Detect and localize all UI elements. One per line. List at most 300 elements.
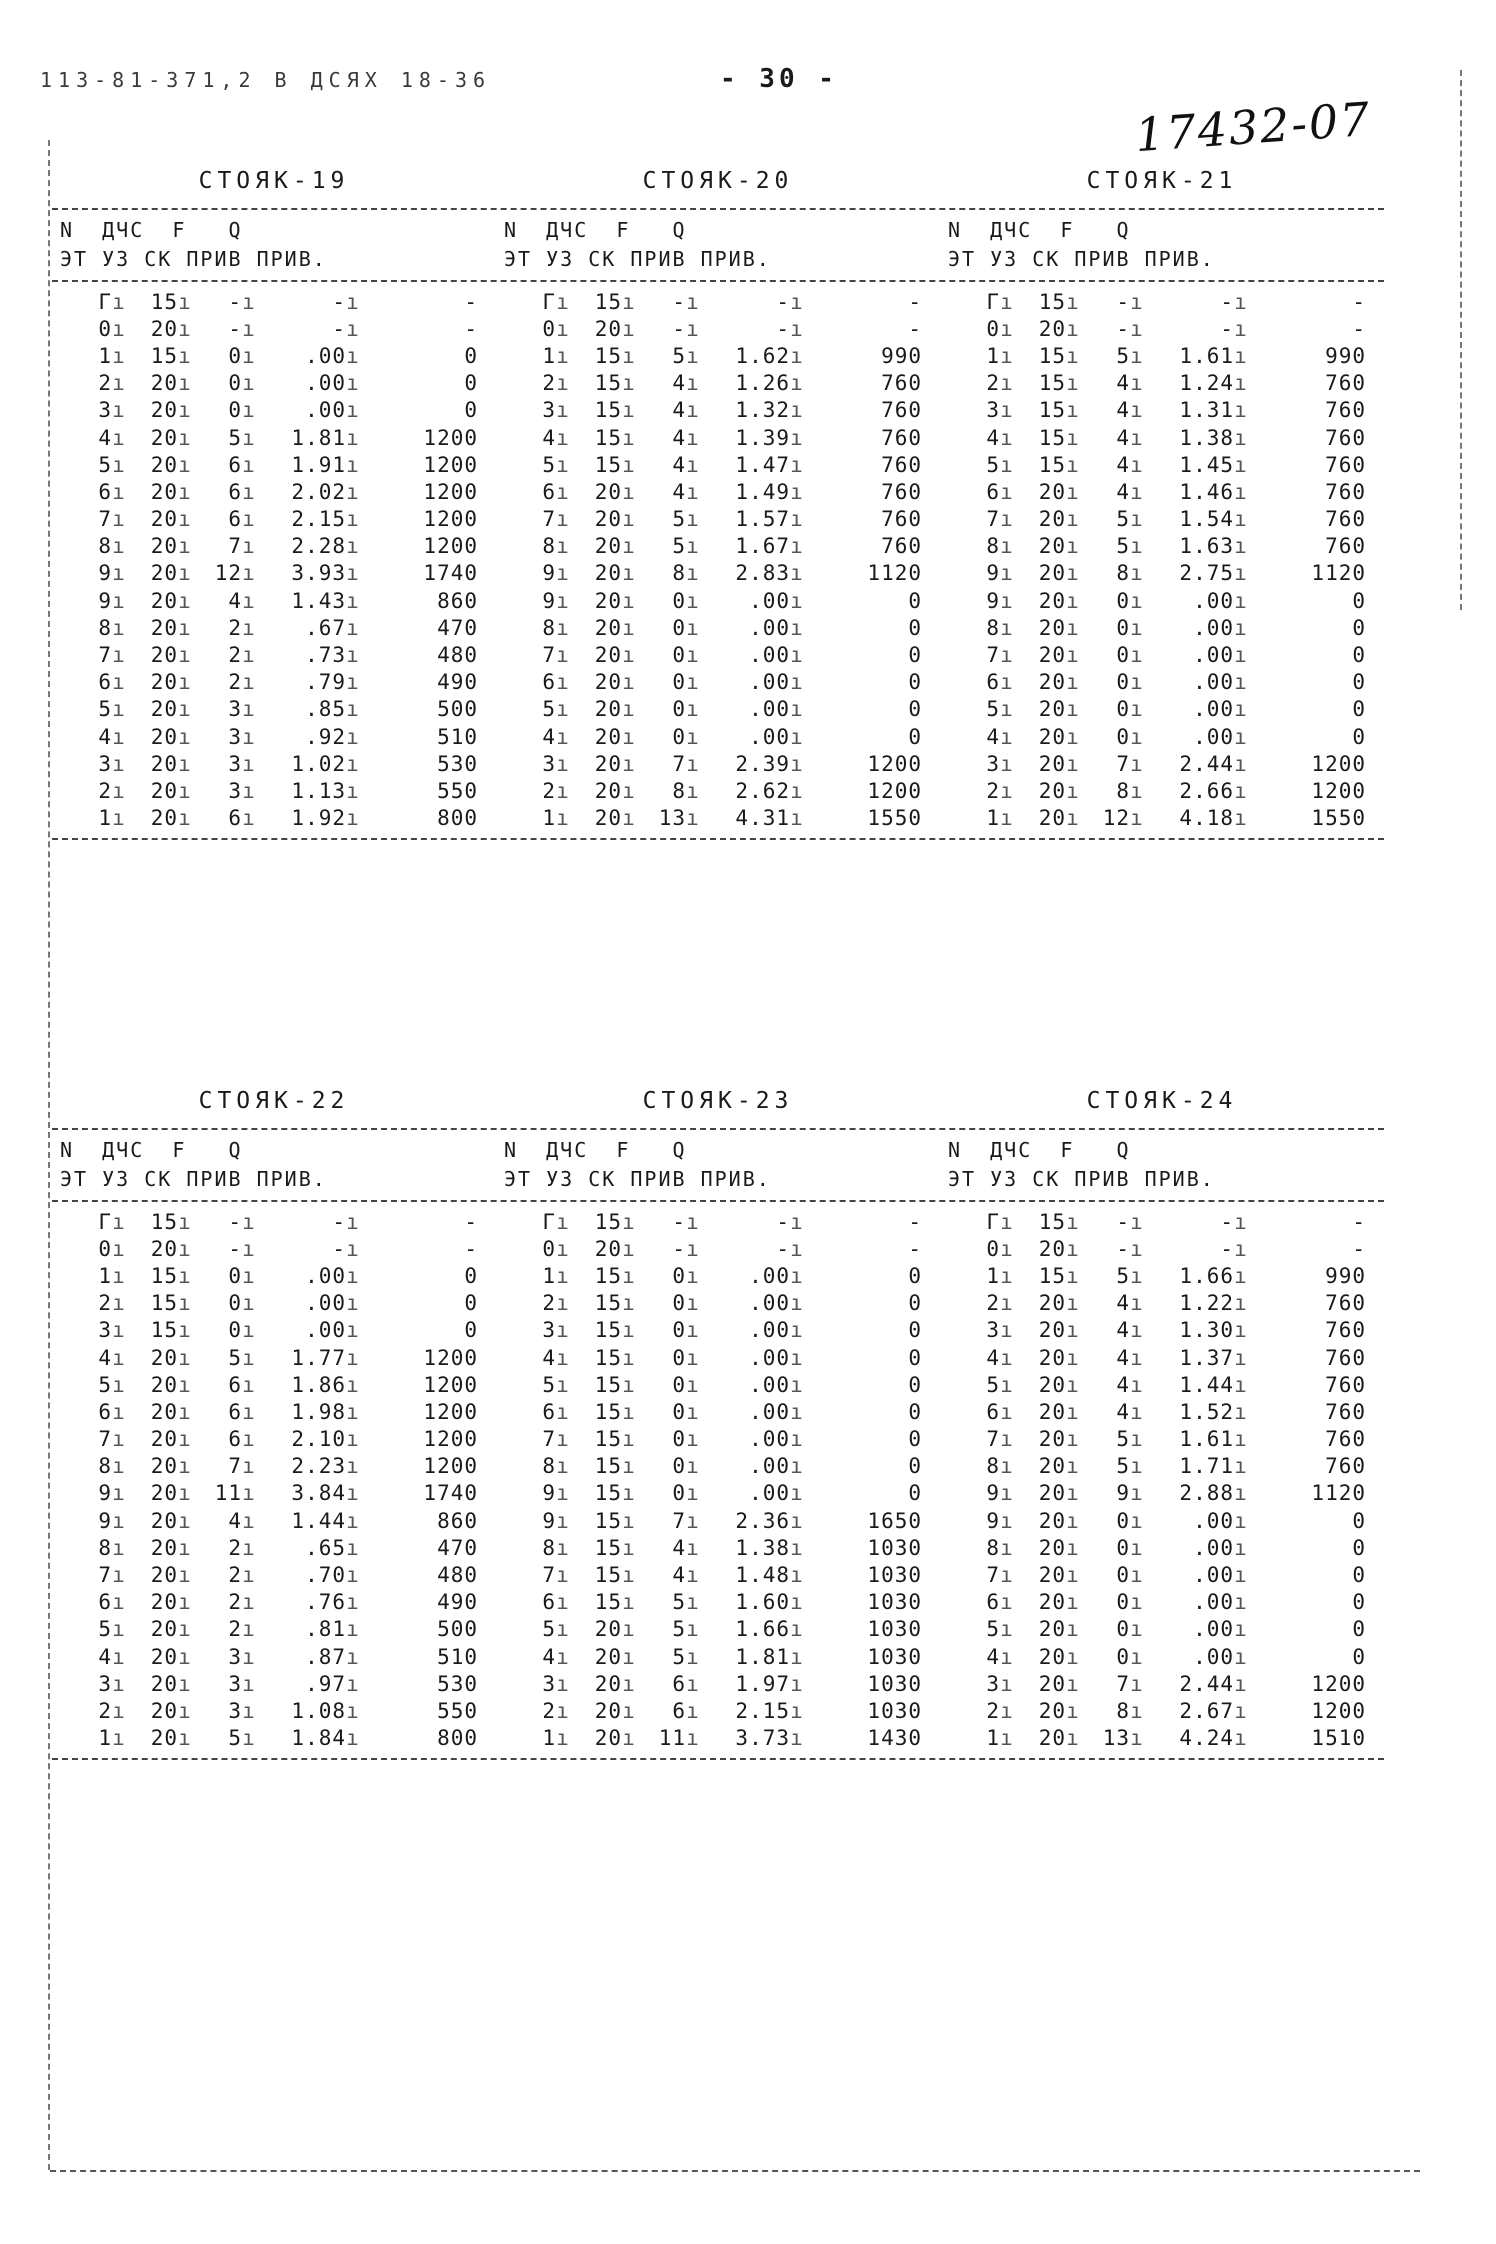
cell-separator: ı [1234, 452, 1248, 477]
diameter-cell: 15 [1038, 1209, 1066, 1234]
diameter-cell: 20 [150, 1427, 178, 1452]
floor-cell: 3 [986, 398, 1000, 423]
diameter-cell: 20 [150, 1617, 178, 1642]
count-cell: 11 [658, 1726, 686, 1751]
table-row [950, 370, 1384, 397]
cell-separator: ı [1066, 751, 1080, 776]
table-row [950, 641, 1384, 668]
flow-cell: .00 [305, 1318, 346, 1343]
cell-separator: ı [112, 1563, 126, 1588]
cell-separator: ı [178, 724, 192, 749]
flow-cell: .73 [305, 643, 346, 668]
table-row [62, 587, 496, 614]
cell-separator: ı [686, 425, 700, 450]
count-cell: 0 [672, 697, 686, 722]
cell-separator: ı [1234, 1535, 1248, 1560]
cell-separator: ı [346, 425, 360, 450]
section-block [52, 160, 1384, 846]
cell-separator: ı [556, 1209, 570, 1234]
diameter-cell: 20 [150, 806, 178, 831]
cell-separator: ı [1130, 1209, 1144, 1234]
table-row [62, 533, 496, 560]
cell-separator: ı [1066, 371, 1080, 396]
diameter-cell: 20 [150, 1590, 178, 1615]
count-cell: 8 [672, 561, 686, 586]
table-row [506, 1235, 940, 1262]
cell-separator: ı [1000, 615, 1014, 640]
table-row [950, 1262, 1384, 1289]
cell-separator: ı [178, 1726, 192, 1751]
count-cell: 6 [228, 479, 242, 504]
floor-cell: 1 [542, 1726, 556, 1751]
cell-separator: ı [622, 778, 636, 803]
cell-separator: ı [112, 588, 126, 613]
cell-separator: ı [686, 1617, 700, 1642]
cell-separator: ı [346, 1427, 360, 1452]
count-cell: 4 [228, 588, 242, 613]
flow-cell: 1.61 [1179, 1427, 1234, 1452]
cell-separator: ı [790, 343, 804, 368]
cell-separator: ı [346, 588, 360, 613]
table-row [506, 1670, 940, 1697]
cell-separator: ı [1234, 1481, 1248, 1506]
cell-separator: ı [1130, 289, 1144, 314]
table-row [506, 1725, 940, 1752]
column-header-line2: ЭТ УЗ СК ПРИВ ПРИВ. [60, 247, 327, 271]
diameter-cell: 20 [1038, 1372, 1066, 1397]
diameter-cell: 20 [1038, 806, 1066, 831]
count-cell: 5 [672, 1644, 686, 1669]
table-row [506, 696, 940, 723]
cell-separator: ı [622, 561, 636, 586]
count-cell: 0 [672, 1372, 686, 1397]
cell-separator: ı [242, 1263, 256, 1288]
floor-cell: Г [542, 289, 556, 314]
cell-separator: ı [556, 1535, 570, 1560]
table-row [950, 587, 1384, 614]
cell-separator: ı [242, 1644, 256, 1669]
count-cell: 4 [1116, 1318, 1130, 1343]
count-cell: 7 [228, 534, 242, 559]
diameter-cell: 20 [1038, 1535, 1066, 1560]
flow-cell: 1.49 [735, 479, 790, 504]
diameter-cell: 20 [594, 724, 622, 749]
flow-cell: - [1220, 1236, 1234, 1261]
column-header-line1: N ДЧС F Q [948, 1138, 1131, 1162]
cell-separator: ı [112, 1617, 126, 1642]
cell-separator: ı [790, 697, 804, 722]
count-cell: 4 [1116, 371, 1130, 396]
q-cell: 510 [437, 724, 478, 749]
diameter-cell: 20 [594, 615, 622, 640]
q-cell: 1120 [1311, 1481, 1366, 1506]
cell-separator: ı [686, 316, 700, 341]
count-cell: 12 [214, 561, 242, 586]
floor-cell: 3 [986, 1318, 1000, 1343]
cell-separator: ı [1066, 670, 1080, 695]
q-cell: 1740 [423, 1481, 478, 1506]
count-cell: 6 [228, 806, 242, 831]
flow-cell: .00 [749, 724, 790, 749]
cell-separator: ı [686, 751, 700, 776]
floor-cell: 9 [98, 561, 112, 586]
count-cell: 2 [228, 643, 242, 668]
cell-separator: ı [178, 778, 192, 803]
diameter-cell: 15 [594, 1563, 622, 1588]
q-cell: 760 [881, 479, 922, 504]
data-columns [52, 1208, 1384, 1752]
cell-separator: ı [1234, 1508, 1248, 1533]
diameter-cell: 20 [1038, 1617, 1066, 1642]
cell-separator: ı [790, 1372, 804, 1397]
count-cell: 0 [1116, 1644, 1130, 1669]
cell-separator: ı [1130, 371, 1144, 396]
cell-separator: ı [686, 670, 700, 695]
diameter-cell: 20 [1038, 1726, 1066, 1751]
diameter-cell: 15 [150, 1318, 178, 1343]
table-row [950, 1290, 1384, 1317]
cell-separator: ı [1130, 452, 1144, 477]
cell-separator: ı [556, 1263, 570, 1288]
q-cell: - [464, 1236, 478, 1261]
table-row [950, 696, 1384, 723]
cell-separator: ı [242, 1508, 256, 1533]
cell-separator: ı [178, 507, 192, 532]
q-cell: 760 [1325, 1318, 1366, 1343]
count-cell: 4 [228, 1508, 242, 1533]
diameter-cell: 20 [594, 643, 622, 668]
cell-separator: ı [242, 588, 256, 613]
floor-cell: 9 [98, 1481, 112, 1506]
cell-separator: ı [790, 1263, 804, 1288]
cell-separator: ı [790, 806, 804, 831]
count-cell: 0 [672, 588, 686, 613]
floor-cell: 8 [986, 615, 1000, 640]
table-row [506, 1262, 940, 1289]
table-row [506, 1453, 940, 1480]
flow-cell: 1.84 [291, 1726, 346, 1751]
flow-cell: 1.26 [735, 371, 790, 396]
cell-separator: ı [178, 534, 192, 559]
cell-separator: ı [1066, 1508, 1080, 1533]
table-row [506, 506, 940, 533]
cell-separator: ı [1130, 751, 1144, 776]
count-cell: 5 [672, 343, 686, 368]
diameter-cell: 20 [150, 1671, 178, 1696]
column-header-group [940, 216, 1384, 274]
right-margin-rule [1460, 70, 1462, 610]
floor-cell: 5 [986, 452, 1000, 477]
cell-separator: ı [556, 1454, 570, 1479]
count-cell: 0 [672, 643, 686, 668]
cell-separator: ı [242, 1617, 256, 1642]
cell-separator: ı [1000, 1263, 1014, 1288]
q-cell: 0 [1352, 1644, 1366, 1669]
cell-separator: ı [242, 1698, 256, 1723]
count-cell: - [228, 1236, 242, 1261]
floor-cell: 7 [98, 1563, 112, 1588]
cell-separator: ı [1130, 806, 1144, 831]
q-cell: 1030 [867, 1644, 922, 1669]
cell-separator: ı [112, 1427, 126, 1452]
table-row [950, 805, 1384, 832]
cell-separator: ı [178, 615, 192, 640]
cell-separator: ı [790, 371, 804, 396]
count-cell: 0 [672, 1399, 686, 1424]
diameter-cell: 15 [150, 343, 178, 368]
page-number: - 30 - [720, 64, 838, 94]
floor-cell: 5 [98, 452, 112, 477]
cell-separator: ı [112, 1535, 126, 1560]
cell-separator: ı [556, 1508, 570, 1533]
q-cell: 490 [437, 670, 478, 695]
cell-separator: ı [686, 1291, 700, 1316]
count-cell: 0 [228, 398, 242, 423]
q-cell: 0 [908, 643, 922, 668]
floor-cell: 9 [542, 561, 556, 586]
diameter-cell: 15 [594, 371, 622, 396]
diameter-cell: 15 [150, 1263, 178, 1288]
diameter-cell: 20 [150, 1563, 178, 1588]
cell-separator: ı [1130, 398, 1144, 423]
q-cell: 1030 [867, 1590, 922, 1615]
cell-separator: ı [178, 1644, 192, 1669]
q-cell: - [1352, 1209, 1366, 1234]
cell-separator: ı [112, 371, 126, 396]
diameter-cell: 15 [594, 1481, 622, 1506]
count-cell: 4 [1116, 1399, 1130, 1424]
count-cell: 0 [1116, 1617, 1130, 1642]
cell-separator: ı [1234, 1372, 1248, 1397]
table-row [950, 1643, 1384, 1670]
cell-separator: ı [1000, 697, 1014, 722]
cell-separator: ı [112, 697, 126, 722]
diameter-cell: 15 [594, 1454, 622, 1479]
cell-separator: ı [1000, 343, 1014, 368]
cell-separator: ı [686, 1726, 700, 1751]
table-row [950, 1235, 1384, 1262]
floor-cell: 1 [986, 1263, 1000, 1288]
cell-separator: ı [556, 615, 570, 640]
riser-title: СТОЯК-23 [642, 1088, 794, 1114]
cell-separator: ı [622, 316, 636, 341]
cell-separator: ı [1066, 778, 1080, 803]
riser-column [496, 1208, 940, 1752]
cell-separator: ı [1234, 1399, 1248, 1424]
cell-separator: ı [1066, 1372, 1080, 1397]
cell-separator: ı [346, 452, 360, 477]
cell-separator: ı [242, 1399, 256, 1424]
diameter-cell: 15 [1038, 343, 1066, 368]
floor-cell: 5 [986, 1372, 1000, 1397]
cell-separator: ı [622, 534, 636, 559]
flow-cell: - [332, 1236, 346, 1261]
floor-cell: 2 [542, 371, 556, 396]
dashed-rule [52, 208, 1384, 210]
cell-separator: ı [1000, 452, 1014, 477]
floor-cell: 4 [986, 425, 1000, 450]
cell-separator: ı [556, 1644, 570, 1669]
cell-separator: ı [622, 1263, 636, 1288]
count-cell: 7 [672, 1508, 686, 1533]
flow-cell: 1.30 [1179, 1318, 1234, 1343]
table-row [950, 1453, 1384, 1480]
cell-separator: ı [346, 1209, 360, 1234]
floor-cell: 6 [986, 670, 1000, 695]
cell-separator: ı [556, 289, 570, 314]
floor-cell: 3 [98, 1671, 112, 1696]
flow-cell: .00 [305, 371, 346, 396]
table-row [62, 1453, 496, 1480]
cell-separator: ı [1000, 534, 1014, 559]
diameter-cell: 20 [150, 1345, 178, 1370]
cell-separator: ı [1066, 1590, 1080, 1615]
cell-separator: ı [1130, 1399, 1144, 1424]
floor-cell: 7 [986, 507, 1000, 532]
table-row [62, 1398, 496, 1425]
floor-cell: 4 [542, 1644, 556, 1669]
q-cell: 760 [1325, 479, 1366, 504]
cell-separator: ı [242, 371, 256, 396]
cell-separator: ı [622, 643, 636, 668]
count-cell: - [672, 316, 686, 341]
cell-separator: ı [622, 724, 636, 749]
q-cell: 0 [1352, 1508, 1366, 1533]
flow-cell: .92 [305, 724, 346, 749]
count-cell: 0 [228, 371, 242, 396]
diameter-cell: 20 [1038, 479, 1066, 504]
cell-separator: ı [1130, 1671, 1144, 1696]
diameter-cell: 20 [150, 507, 178, 532]
flow-cell: 1.97 [735, 1671, 790, 1696]
floor-cell: 8 [986, 1535, 1000, 1560]
table-row [62, 1589, 496, 1616]
floor-cell: 7 [542, 1563, 556, 1588]
cell-separator: ı [790, 1481, 804, 1506]
cell-separator: ı [790, 534, 804, 559]
diameter-cell: 15 [594, 343, 622, 368]
cell-separator: ı [1234, 670, 1248, 695]
count-cell: 0 [1116, 643, 1130, 668]
floor-cell: 2 [98, 371, 112, 396]
floor-cell: 6 [98, 479, 112, 504]
cell-separator: ı [346, 643, 360, 668]
cell-separator: ı [790, 507, 804, 532]
count-cell: 6 [672, 1698, 686, 1723]
count-cell: 5 [1116, 1263, 1130, 1288]
flow-cell: 1.91 [291, 452, 346, 477]
flow-cell: .00 [749, 1481, 790, 1506]
cell-separator: ı [112, 398, 126, 423]
cell-separator: ı [242, 1318, 256, 1343]
count-cell: 5 [672, 1590, 686, 1615]
cell-separator: ı [178, 452, 192, 477]
cell-separator: ı [112, 561, 126, 586]
flow-cell: 2.10 [291, 1427, 346, 1452]
cell-separator: ı [1234, 289, 1248, 314]
cell-separator: ı [1234, 1590, 1248, 1615]
cell-separator: ı [622, 1644, 636, 1669]
flow-cell: 1.37 [1179, 1345, 1234, 1370]
count-cell: 9 [1116, 1481, 1130, 1506]
diameter-cell: 20 [594, 1698, 622, 1723]
cell-separator: ı [178, 1263, 192, 1288]
cell-separator: ı [1066, 1644, 1080, 1669]
cell-separator: ı [178, 343, 192, 368]
cell-separator: ı [1234, 1698, 1248, 1723]
flow-cell: 1.52 [1179, 1399, 1234, 1424]
cell-separator: ı [686, 398, 700, 423]
cell-separator: ı [686, 1372, 700, 1397]
q-cell: 0 [1352, 697, 1366, 722]
cell-separator: ı [556, 1372, 570, 1397]
floor-cell: 4 [98, 1644, 112, 1669]
section-block [52, 1080, 1384, 1766]
count-cell: 0 [672, 1481, 686, 1506]
floor-cell: 9 [986, 561, 1000, 586]
q-cell: - [908, 289, 922, 314]
bottom-rule [50, 2170, 1420, 2172]
count-cell: 3 [228, 724, 242, 749]
cell-separator: ı [1130, 1617, 1144, 1642]
dashed-rule [52, 1758, 1384, 1760]
cell-separator: ı [556, 1291, 570, 1316]
diameter-cell: 15 [594, 1399, 622, 1424]
cell-separator: ı [178, 697, 192, 722]
q-cell: 0 [908, 1291, 922, 1316]
floor-cell: 5 [542, 1617, 556, 1642]
flow-cell: 1.77 [291, 1345, 346, 1370]
table-row [62, 1208, 496, 1235]
table-row [506, 1697, 940, 1724]
flow-cell: .00 [1193, 615, 1234, 640]
diameter-cell: 15 [150, 1209, 178, 1234]
floor-cell: 4 [98, 724, 112, 749]
cell-separator: ı [790, 1671, 804, 1696]
cell-separator: ı [178, 1454, 192, 1479]
table-row [506, 805, 940, 832]
table-row [62, 1371, 496, 1398]
q-cell: 760 [1325, 1291, 1366, 1316]
cell-separator: ı [1130, 724, 1144, 749]
diameter-cell: 20 [1038, 1454, 1066, 1479]
cell-separator: ı [242, 1563, 256, 1588]
cell-separator: ı [242, 1590, 256, 1615]
floor-cell: 2 [98, 1698, 112, 1723]
floor-cell: 8 [98, 615, 112, 640]
floor-cell: 0 [986, 1236, 1000, 1261]
cell-separator: ı [346, 778, 360, 803]
cell-separator: ı [1066, 643, 1080, 668]
flow-cell: 1.38 [735, 1535, 790, 1560]
q-cell: - [908, 316, 922, 341]
floor-cell: 3 [542, 751, 556, 776]
table-row [506, 1507, 940, 1534]
flow-cell: 1.44 [291, 1508, 346, 1533]
cell-separator: ı [556, 1399, 570, 1424]
flow-cell: 2.75 [1179, 561, 1234, 586]
cell-separator: ı [1000, 1535, 1014, 1560]
table-row [62, 1697, 496, 1724]
cell-separator: ı [242, 1726, 256, 1751]
flow-cell: .00 [1193, 1590, 1234, 1615]
table-row [506, 1317, 940, 1344]
table-row [62, 669, 496, 696]
floor-cell: 9 [98, 1508, 112, 1533]
column-header-line2: ЭТ УЗ СК ПРИВ ПРИВ. [948, 1167, 1215, 1191]
diameter-cell: 20 [594, 1671, 622, 1696]
table-row [506, 1426, 940, 1453]
